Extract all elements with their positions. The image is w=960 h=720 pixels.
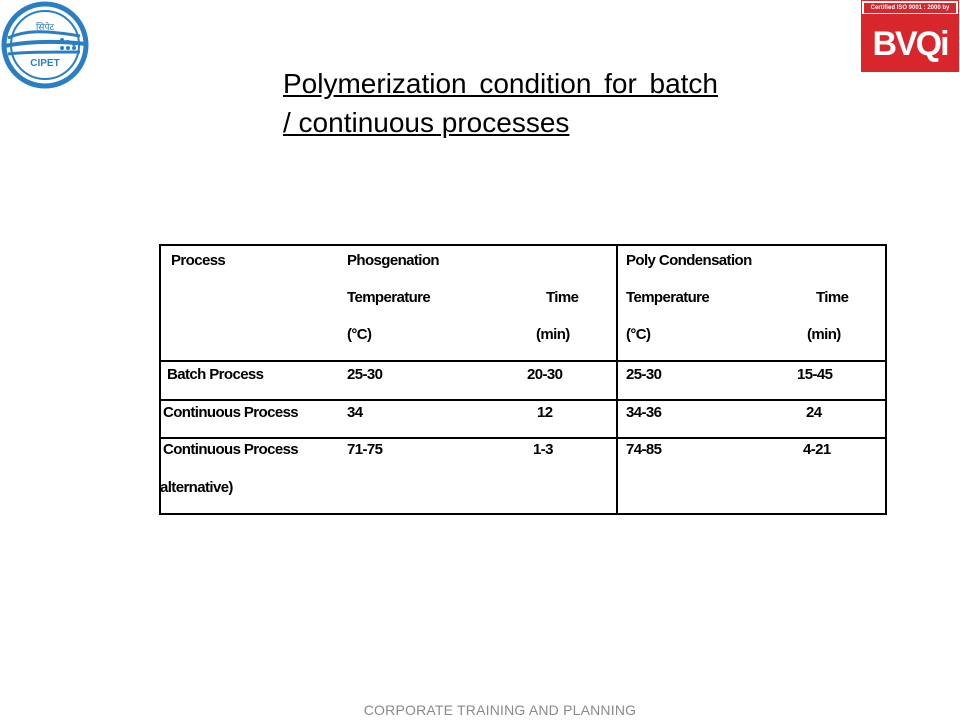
table-row [167, 366, 833, 383]
row-phos-time: 20-30 [527, 366, 563, 383]
slide-footer: CORPORATE TRAINING AND PLANNING [363, 702, 637, 718]
row-poly-time: 24 [806, 404, 822, 421]
bvqi-logo [861, 0, 959, 72]
process-table [159, 244, 889, 523]
header-poly-time: Time [816, 289, 849, 306]
slide-title: Polymerization condition for batch / continuous processes [283, 68, 718, 138]
table-row [160, 441, 831, 496]
row-poly-temp: 74-85 [626, 441, 662, 458]
header-poly-temperature: Temperature [626, 289, 710, 306]
header-phos-time-unit: (min) [536, 326, 570, 343]
process-table-svg [159, 244, 889, 518]
row-poly-time: 15-45 [797, 366, 833, 383]
header-phos-time: Time [546, 289, 579, 306]
table-row [163, 404, 823, 421]
header-process: Process [171, 252, 226, 269]
header-poly-temp-unit: (°C) [626, 326, 651, 343]
row-phos-temp: 34 [347, 404, 363, 421]
cipet-logo-icon [0, 0, 92, 92]
row-phos-temp: 71-75 [347, 441, 383, 458]
header-phos-temperature: Temperature [347, 289, 431, 306]
row-poly-temp: 25-30 [626, 366, 662, 383]
header-phosgenation: Phosgenation [347, 252, 439, 269]
row-phos-time: 1-3 [533, 441, 553, 458]
table-border [160, 245, 886, 514]
row-phos-time: 12 [537, 404, 553, 421]
cipet-logo-text-top: सिपेट [35, 23, 55, 33]
row-phos-temp: 25-30 [347, 366, 383, 383]
header-poly-time-unit: (min) [807, 326, 841, 343]
row-process: Continuous Process [163, 441, 299, 458]
bvqi-logo-icon: BVQi [872, 25, 948, 63]
row-poly-time: 4-21 [803, 441, 831, 458]
cipet-logo [0, 0, 92, 92]
header-phos-temp-unit: (°C) [347, 326, 372, 343]
row-process: Batch Process [167, 366, 264, 383]
cipet-logo-text-bottom: CIPET [30, 58, 60, 69]
bvqi-cert-strip [861, 0, 959, 15]
row-process-continued: alternative) [160, 479, 233, 496]
bvqi-cert-text: Certified ISO 9001 : 2000 by [864, 3, 956, 13]
row-poly-temp: 34-36 [626, 404, 662, 421]
row-process: Continuous Process [163, 404, 299, 421]
header-poly-condensation: Poly Condensation [626, 252, 752, 269]
